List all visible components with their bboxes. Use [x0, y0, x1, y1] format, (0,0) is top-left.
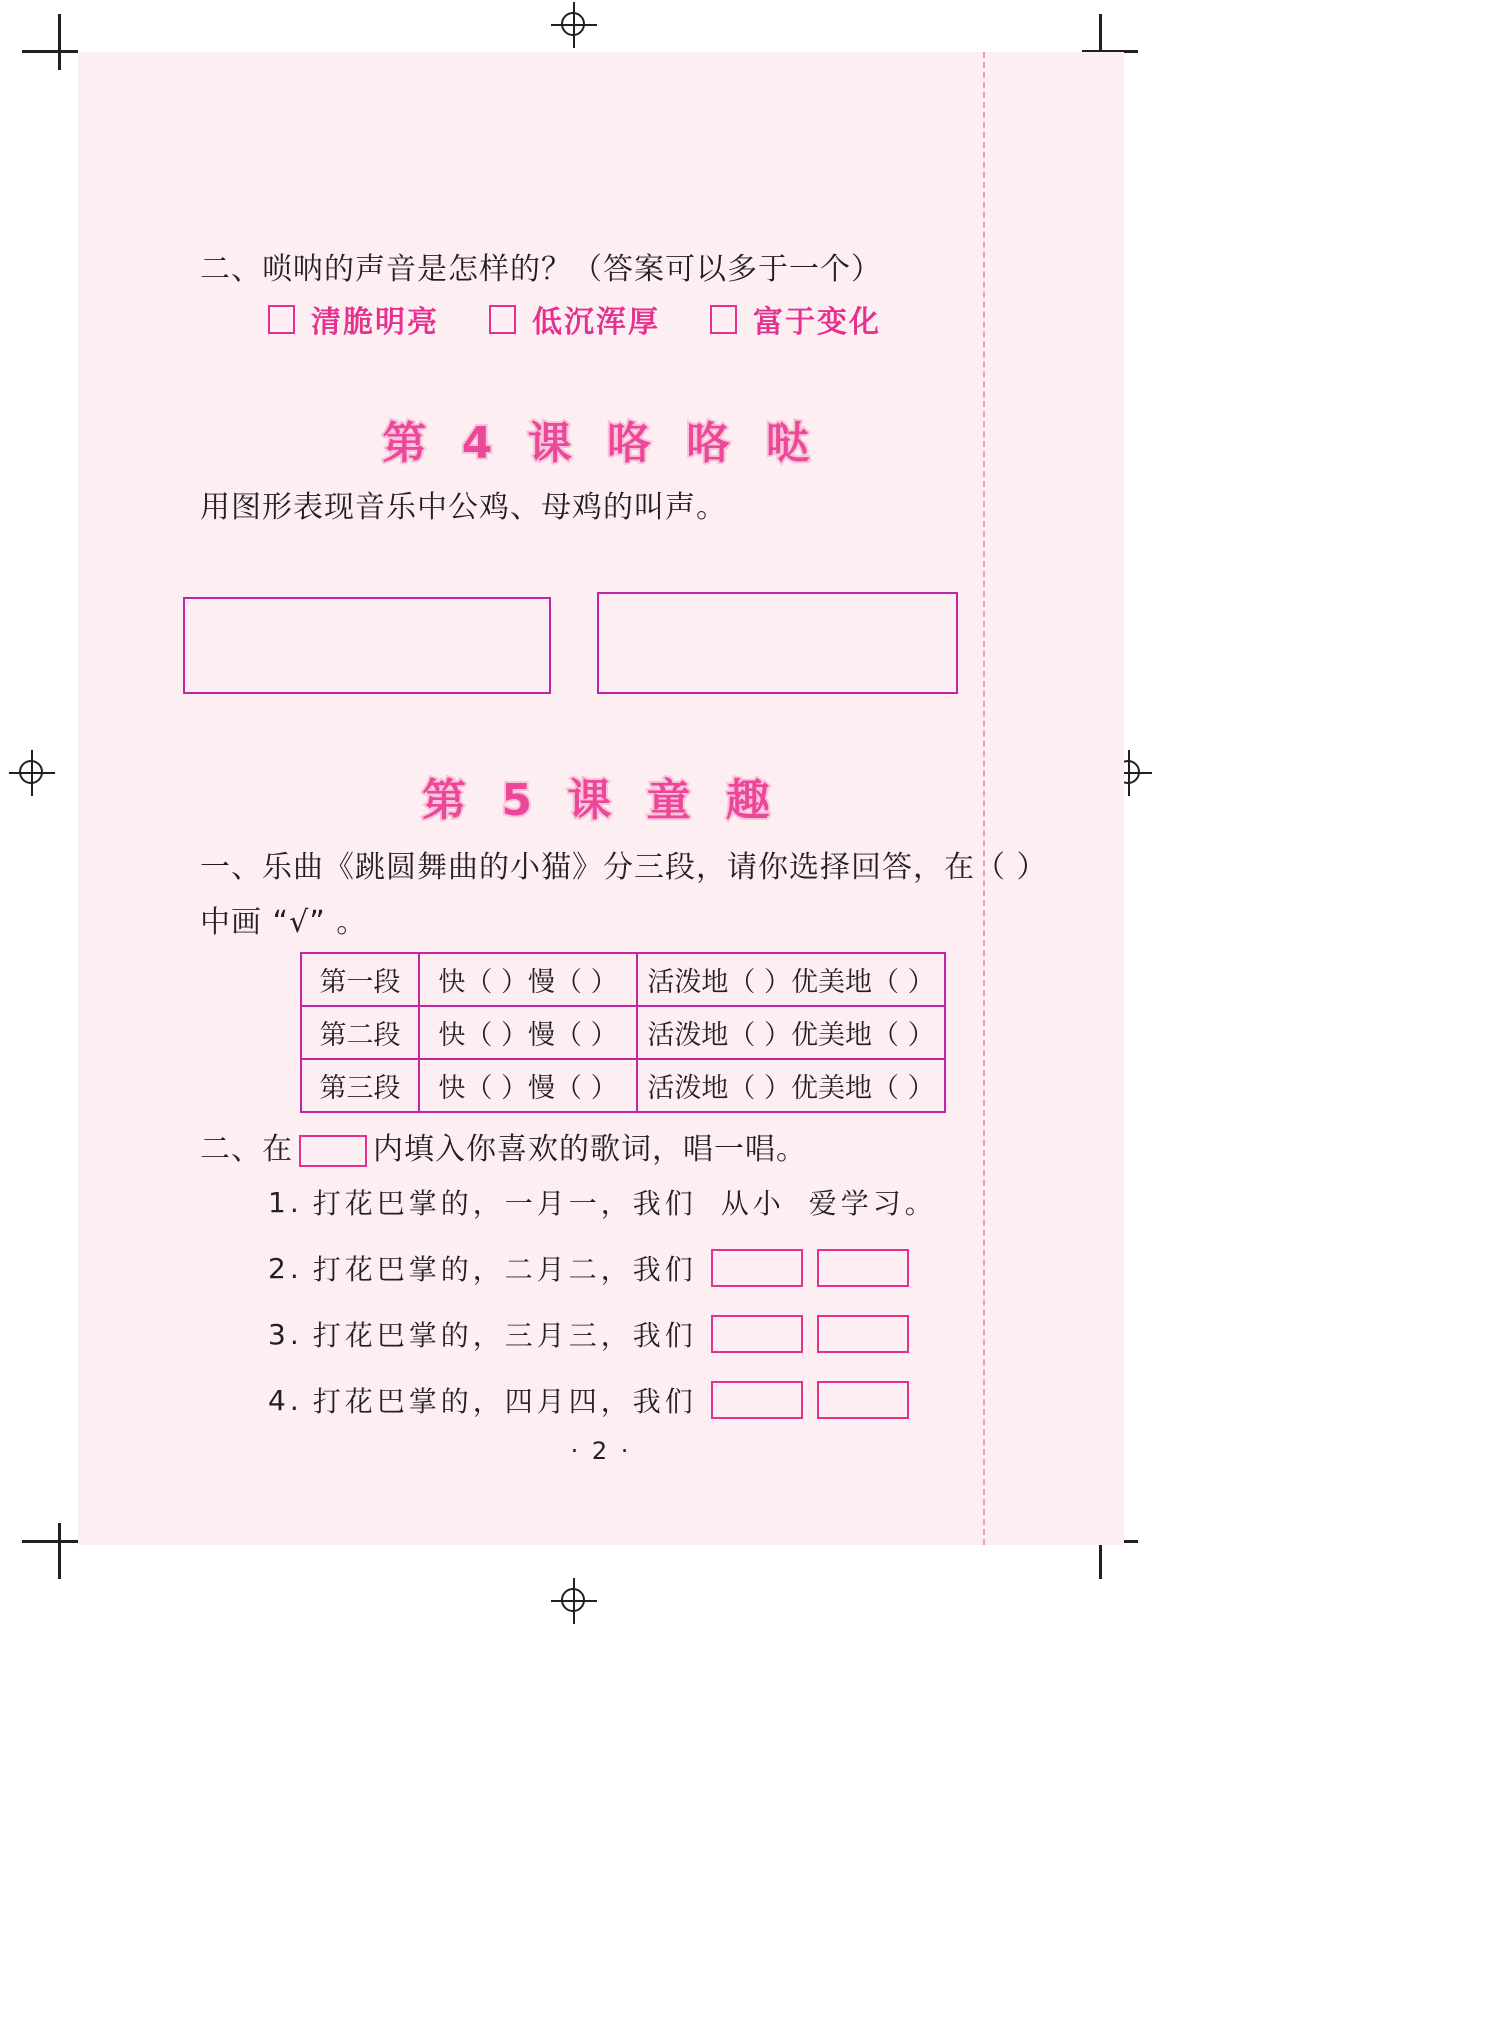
cell-segment: 第三段	[301, 1059, 419, 1112]
question-suona-prompt: 二、唢呐的声音是怎样的？（答案可以多于一个）	[200, 252, 882, 287]
table-row[interactable]	[301, 1059, 945, 1112]
cell-segment: 第一段	[301, 953, 419, 1006]
lyric-text: 打花巴掌的，一月一，我们	[312, 1187, 697, 1220]
lyric-text: 打花巴掌的，三月三，我们	[312, 1319, 697, 1352]
crop-mark-bottom-left	[22, 1523, 78, 1579]
lyric-blank-box[interactable]	[711, 1249, 803, 1287]
lesson5-question2	[200, 1124, 807, 1168]
cell-mood[interactable]: 活泼地（ ）优美地（ ）	[637, 953, 945, 1006]
lyric-line-4	[268, 1380, 909, 1420]
lyric-line-2	[268, 1248, 909, 1288]
option-item-2[interactable]	[489, 297, 660, 341]
checkbox-icon[interactable]	[268, 305, 295, 334]
lyric-number: 4.	[268, 1383, 303, 1417]
lyric-line-3	[268, 1314, 909, 1354]
lyric-blank-box[interactable]	[817, 1315, 909, 1353]
crop-mark-top-left	[22, 14, 78, 70]
cell-tempo[interactable]: 快（ ）慢（ ）	[419, 1006, 637, 1059]
option-label: 清脆明亮	[311, 305, 439, 340]
option-item-3[interactable]	[710, 297, 881, 341]
question2-prefix: 二、在	[200, 1132, 293, 1167]
fold-line	[983, 52, 985, 1545]
checkbox-icon[interactable]	[489, 305, 516, 334]
question2-suffix: 内填入你喜欢的歌词，唱一唱。	[373, 1132, 807, 1167]
lesson5-title: 第 5 课 童 趣	[422, 775, 780, 826]
lyric-number: 2.	[268, 1251, 303, 1285]
table-row[interactable]	[301, 1006, 945, 1059]
drawing-box-rooster[interactable]	[183, 597, 551, 694]
lyric-text: 打花巴掌的，四月四，我们	[312, 1385, 697, 1418]
lyric-blank-box[interactable]	[817, 1249, 909, 1287]
option-label: 富于变化	[753, 305, 881, 340]
checkbox-icon[interactable]	[710, 305, 737, 334]
segment-choice-table	[300, 952, 946, 1113]
option-label: 低沉浑厚	[532, 305, 660, 340]
cell-tempo[interactable]: 快（ ）慢（ ）	[419, 953, 637, 1006]
lyric-filled-1: 从小	[720, 1187, 785, 1220]
registration-mark-left	[9, 750, 55, 796]
cell-segment: 第二段	[301, 1006, 419, 1059]
worksheet-content	[78, 52, 1124, 1545]
registration-mark-bottom	[551, 1578, 597, 1624]
lyric-number: 3.	[268, 1317, 303, 1351]
cell-mood[interactable]: 活泼地（ ）优美地（ ）	[637, 1059, 945, 1112]
lesson5-question1-line2: 中画 “√” 。	[200, 905, 368, 940]
drawing-box-hen[interactable]	[597, 592, 958, 694]
table-row[interactable]	[301, 953, 945, 1006]
worksheet-page	[78, 52, 1124, 1545]
lesson4-title: 第 4 课 咯 咯 哒	[382, 418, 820, 469]
inline-answer-box[interactable]	[299, 1135, 367, 1167]
registration-mark-top	[551, 2, 597, 48]
lesson4-instruction: 用图形表现音乐中公鸡、母鸡的叫声。	[200, 490, 727, 525]
option-item-1[interactable]	[268, 297, 439, 341]
cell-tempo[interactable]: 快（ ）慢（ ）	[419, 1059, 637, 1112]
lyric-blank-box[interactable]	[817, 1381, 909, 1419]
lyric-blank-box[interactable]	[711, 1381, 803, 1419]
suona-options-row	[268, 297, 881, 341]
lesson5-question1-line1: 一、乐曲《跳圆舞曲的小猫》分三段，请你选择回答，在（ ）	[200, 850, 1048, 885]
lyric-text: 打花巴掌的，二月二，我们	[312, 1253, 697, 1286]
page-number: · 2 ·	[570, 1437, 632, 1465]
lyric-blank-box[interactable]	[711, 1315, 803, 1353]
lyric-number: 1.	[268, 1185, 303, 1219]
lyric-filled-2: 爱学习。	[808, 1187, 937, 1220]
cell-mood[interactable]: 活泼地（ ）优美地（ ）	[637, 1006, 945, 1059]
lyric-line-1	[268, 1182, 937, 1222]
